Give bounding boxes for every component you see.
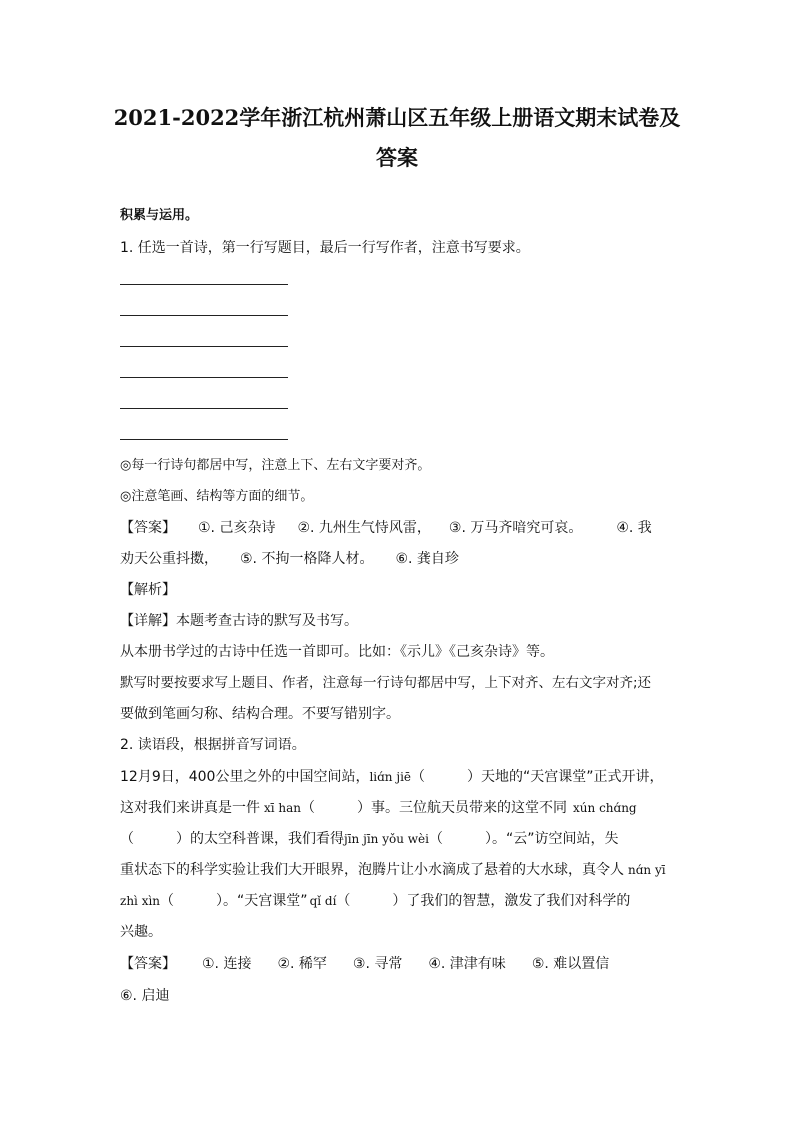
answer-item: ②. 稀罕: [277, 956, 327, 972]
q2-answer-row-2: [120, 986, 680, 1006]
answer-label: 【答案】: [120, 956, 176, 972]
q2-paragraph-line-3: [120, 829, 680, 849]
q2-paragraph-line-5: [120, 891, 680, 911]
paragraph-text: 12月9日，400公里之外的中国空间站，: [120, 769, 370, 785]
q2-paragraph-line-4: [120, 860, 680, 880]
answer-label: 【答案】: [120, 520, 176, 536]
answer-item: ③. 寻常: [352, 956, 403, 972]
answer-blank-line[interactable]: [120, 346, 288, 347]
pinyin: zhì xìn: [120, 894, 161, 908]
answer-blank-line[interactable]: [120, 377, 288, 378]
q2-paragraph-line-6: 兴趣。: [120, 924, 162, 940]
q1-explanation-1: 从本册书学过的古诗中任选一首即可。比如：《示儿》《己亥杂诗》等。: [120, 644, 554, 660]
q1-answer-row-2: [120, 549, 680, 569]
q1-explanation-2: 默写时要按要求写上题目、作者，注意每一行诗句都居中写，上下对齐、左右文字对齐;还: [120, 675, 652, 691]
answer-item: ④. 津津有味: [428, 956, 506, 972]
title-line-1: 2021-2022学年浙江杭州萧山区五年级上册语文期末试卷及: [113, 105, 681, 130]
q2-prompt: 2. 读语段，根据拼音写词语。: [120, 737, 306, 753]
answer-item: ⑥. 启迪: [120, 988, 170, 1004]
q2-paragraph-line-2: [120, 798, 680, 818]
q2-paragraph-line-1: [120, 767, 680, 787]
answer-item: 劝天公重抖擞，: [120, 551, 218, 567]
pinyin: nɑ́n yī: [628, 863, 666, 877]
paragraph-text: 这对我们来讲真是一件: [120, 800, 260, 816]
q2-answer-row-1: [120, 954, 680, 974]
pinyin: xī han: [264, 801, 302, 815]
paragraph-text: （ ）事。三位航天员带来的这堂不同: [301, 800, 568, 816]
answer-item: ④. 我: [616, 520, 652, 536]
answer-blank-line[interactable]: [120, 315, 288, 316]
answer-item: ⑤. 不拘一格降人材。: [240, 551, 374, 567]
answer-blank-line[interactable]: [120, 284, 288, 285]
answer-item: ①. 己亥杂诗: [198, 520, 276, 536]
q1-answer-row-1: [120, 518, 680, 538]
pinyin: liɑ́n jiē: [369, 770, 412, 784]
q1-detail: 【详解】本题考查古诗的默写及书写。: [120, 613, 358, 629]
paragraph-text: （ ）。“天宫课堂”: [160, 893, 308, 909]
paragraph-text: 重状态下的科学实验让我们大开眼界，泡腾片让小水滴成了悬着的大水球，真令人: [120, 862, 624, 878]
title-line-2: 答案: [376, 145, 418, 170]
paragraph-text: （ ）的太空科普课，我们看得: [120, 831, 344, 847]
pinyin: xún chɑ́ng: [573, 801, 637, 815]
pinyin: jīn jīn yǒu wèi: [344, 832, 429, 846]
q1-analysis-label: 【解析】: [120, 582, 176, 598]
q1-note-1: ◎每一行诗句都居中写，注意上下、左右文字要对齐。: [120, 458, 431, 473]
answer-blank-line[interactable]: [120, 408, 288, 409]
pinyin: qǐ dí: [309, 894, 337, 908]
paragraph-text: （ ）天地的“天宫课堂”正式开讲，: [411, 769, 664, 785]
answer-item: ⑤. 难以置信: [531, 956, 610, 972]
paragraph-text: （ ）了我们的智慧，激发了我们对科学的: [336, 893, 631, 909]
section-heading: 积累与运用。: [120, 208, 199, 223]
answer-blank-line[interactable]: [120, 439, 288, 440]
answer-item: ③. 万马齐喑究可哀。: [448, 520, 583, 536]
document-title: [110, 98, 684, 178]
answer-item: ⑥. 龚自珍: [395, 551, 459, 567]
answer-item: ①. 连接: [202, 956, 252, 972]
q1-note-2: ◎注意笔画、结构等方面的细节。: [120, 489, 314, 504]
q1-explanation-3: 要做到笔画匀称、结构合理。不要写错别字。: [120, 706, 400, 722]
paragraph-text: （ ）。“云”访空间站，失: [428, 831, 619, 847]
q1-prompt: 1. 任选一首诗，第一行写题目，最后一行写作者，注意书写要求。: [120, 240, 530, 256]
answer-item: ②. 九州生气恃风雷，: [297, 520, 431, 536]
